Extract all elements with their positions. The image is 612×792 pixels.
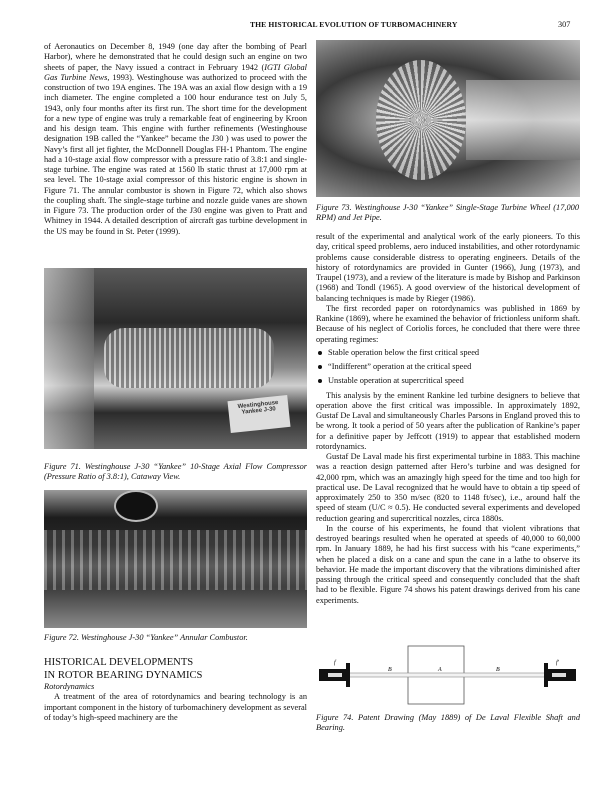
paragraph: Gustaf De Laval made his first experimental turbine in 1883. This machine was a reaction design patterned after Hero’s turbine and was designed for 42,000 rpm, which was an amazingly high speed for the time and too high for practical use. De Laval recognized that he would have to obtain a tip speed of approximately 250 to 350 m/sec (820 to 1148 ft/sec), i.e., around half the speed of steam (U/C ≈ 0.5). He conducted several experiments and developed reduction gearing and supercritical nozzles, circa 1880s. bbox=[316, 452, 580, 523]
label-b: B bbox=[496, 667, 500, 673]
paragraph: result of the experimental and analytical work of the early pioneers. To this day, critical speed problems, aero induced instabilities, and other rotordynamic problems cause considerable distress to operating engineers. Details of the history of rotordynamics are provided in Gunter (1966), Jung (1973), and Traupel (1973), and a review of the literature is made by Bishop and Parkinson (1968) and Tondl (1965). A good overview of the historical development of balancing techniques is made by Rieger (1986). bbox=[316, 232, 580, 303]
label-a: A bbox=[438, 667, 442, 673]
text: , 1993). Westinghouse was authorized to proceed with the construction of two 19A engines. The 19A was an axial flow design with a 19 inch diameter. The engine completed a 100 hour endurance test on July 5, 1943, only four months after its first run. The short time for the development for a new type of engine was truly a remarkable feat of engineering by Kroon and his design team. This engine with further refinements (Westinghouse designation 19B called the “Yankee” became the J30 ) was used to power the Navy’s first all jet fighter, the McDonnell Douglas FH-1 Phantom. The engine had a 10-stage axial flow compressor with a pressure ratio of 3.8:1 and single-stage turbine. The engine was rated at 1560 lb static thrust at 17,000 rpm at sea level. The 10-stage axial compressor of this historic engine is shown in Figure 71. The annular combustor is shown in Figure 72, which also shows the coupling shaft. The single-stage turbine and nozzle guide vanes are shown in Figure 73. The production order of the J30 engine was given to Pratt and Whitney in 1944. A detailed description of aircraft gas turbine development in the US may be found in St. Peter (1999). bbox=[44, 72, 307, 236]
left-column-intro bbox=[44, 42, 307, 237]
figure-72-caption: Figure 72. Westinghouse J-30 “Yankee” Annular Combustor. bbox=[44, 633, 248, 642]
citation-title: IGTI Global Gas Turbine News bbox=[44, 62, 307, 82]
list-item: “Indifferent” operation at the critical speed bbox=[316, 362, 580, 372]
shaft bbox=[344, 673, 554, 677]
figure-72-photo bbox=[44, 490, 307, 628]
regime-list bbox=[316, 348, 580, 387]
section-heading: IN ROTOR BEARING DYNAMICS bbox=[44, 669, 203, 681]
label-b: B bbox=[388, 667, 392, 673]
figure-71-caption: Figure 71. Westinghouse J-30 “Yankee” 10-Stage Axial Flow Compressor (Pressure Ratio of 3.8:1), Cataway View. bbox=[44, 462, 307, 482]
right-column-text bbox=[316, 232, 580, 606]
running-header: THE HISTORICAL EVOLUTION OF TURBOMACHINERY bbox=[250, 20, 458, 29]
paragraph: This analysis by the eminent Rankine led turbine designers to believe that operation above the first critical was impossible. In approximately 1892, Gustaf De Laval and simultaneously Charles Parsons in England proved this to be wrong. It took a period of 50 years after the publication of Rankine’s paper for a definitive paper by Jeffcott (1919) to appear that established modern rotordynamics. bbox=[316, 390, 580, 451]
list-item: Stable operation below the first critical speed bbox=[316, 348, 580, 358]
paragraph: The first recorded paper on rotordynamics was published in 1869 by Rankine (1869), where he examined the behavior of frictionless uniform shaft. Because of his neglect of Coriolis forces, he concluded that there were three operating regimes: bbox=[316, 303, 580, 344]
figure-74-caption: Figure 74. Patent Drawing (May 1889) of De Laval Flexible Shaft and Bearing. bbox=[316, 713, 580, 733]
paragraph: In the course of his experiments, he found that violent vibrations that destroyed bearings resulted when he operated at speeds of 40,000 to 60,000 rpm. In January 1889, he had his first success with his “cane experiments,” when he placed a disk on a cane and spun the cane in a lathe to observe its behavior. He made the important discovery that the vibrations diminished after passing through the critical speed and consequently concluded that the shaft had to be flexible. Figure 74 shows his patent drawings derived from his cane experiments. bbox=[316, 523, 580, 605]
label-f: f bbox=[334, 660, 336, 666]
figure-71-photo bbox=[44, 268, 307, 449]
figure-74-drawing bbox=[316, 640, 580, 710]
figure-73-photo bbox=[316, 40, 580, 197]
section-heading: HISTORICAL DEVELOPMENTS bbox=[44, 657, 194, 668]
figure-73-caption: Figure 73. Westinghouse J-30 “Yankee” Single-Stage Turbine Wheel (17,000 RPM) and Jet Pipe. bbox=[316, 203, 579, 223]
subheading: Rotordynamics bbox=[44, 682, 95, 691]
paragraph: A treatment of the area of rotordynamics and bearing technology is an important component in the history of turbomachinery development as several of today’s high-speed machinery are the bbox=[44, 692, 307, 722]
label-f-prime: f' bbox=[556, 660, 559, 666]
section-rotor-bearing bbox=[44, 657, 307, 723]
list-item: Unstable operation at supercritical speed bbox=[316, 376, 580, 386]
page-number: 307 bbox=[558, 20, 571, 29]
text: of Aeronautics on December 8, 1949 (one day after the bombing of Pearl Harbor), where he demonstrated that he could design such an engine on two sheets of paper, the Navy issued a contract in February 1942 ( bbox=[44, 42, 307, 72]
placard: Westinghouse Yankee J-30 bbox=[227, 395, 290, 433]
